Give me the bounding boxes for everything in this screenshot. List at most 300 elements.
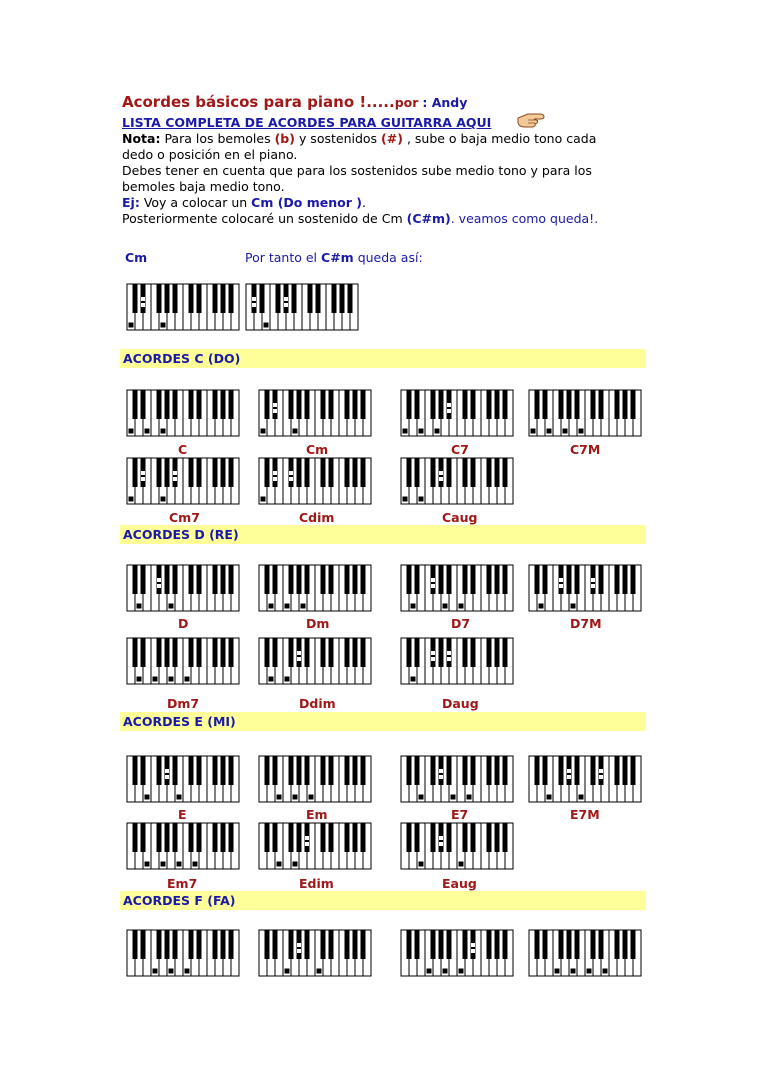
chord-label-c: C	[178, 442, 188, 457]
paragraph-line-3: Debes tener en cuenta que para los sostenidos sube medio tono y para los	[122, 163, 592, 178]
black-key	[321, 565, 326, 594]
chord-note-marker	[567, 775, 571, 779]
black-key	[329, 930, 334, 959]
black-key	[221, 458, 226, 487]
keyboard-e7m	[527, 754, 645, 804]
black-key	[329, 565, 334, 594]
black-key	[173, 823, 178, 852]
black-key	[273, 565, 278, 594]
keyboard-em	[257, 754, 375, 804]
by-label: por	[394, 95, 419, 110]
black-key	[615, 930, 620, 959]
black-key	[189, 458, 194, 487]
chord-note-marker	[161, 323, 166, 328]
chord-note-marker	[571, 969, 576, 974]
chord-note-marker	[157, 578, 161, 582]
black-key	[165, 823, 170, 852]
black-key	[407, 823, 412, 852]
black-key	[495, 823, 500, 852]
black-key	[623, 390, 628, 419]
black-key	[407, 638, 412, 667]
black-key	[321, 390, 326, 419]
post-chord: (C#m)	[406, 211, 451, 226]
black-key	[431, 756, 436, 785]
chord-note-marker	[173, 477, 177, 481]
black-key	[165, 565, 170, 594]
black-key	[321, 823, 326, 852]
ej-chord: Cm (Do menor )	[251, 195, 362, 210]
chord-label-d7: D7	[451, 616, 471, 631]
black-key	[487, 390, 492, 419]
chord-note-marker	[297, 949, 301, 953]
chord-note-marker	[419, 862, 424, 867]
black-key	[415, 638, 420, 667]
chord-note-marker	[157, 584, 161, 588]
chord-note-marker	[284, 303, 288, 307]
chord-note-marker	[431, 578, 435, 582]
black-key	[265, 458, 270, 487]
keyboard-ddim	[257, 636, 375, 686]
black-key	[353, 756, 358, 785]
black-key	[431, 390, 436, 419]
chord-note-marker	[579, 429, 584, 434]
black-key	[157, 284, 162, 313]
black-key	[289, 930, 294, 959]
black-key	[197, 458, 202, 487]
keyboard-e7	[399, 754, 517, 804]
black-key	[340, 284, 345, 313]
black-key	[535, 390, 540, 419]
black-key	[415, 823, 420, 852]
black-key	[353, 458, 358, 487]
black-key	[407, 930, 412, 959]
black-key	[631, 930, 636, 959]
black-key	[503, 458, 508, 487]
black-key	[292, 284, 297, 313]
chord-note-marker	[305, 842, 309, 846]
black-key	[197, 565, 202, 594]
black-key	[297, 756, 302, 785]
black-key	[463, 390, 468, 419]
chord-note-marker	[177, 862, 182, 867]
black-key	[415, 390, 420, 419]
ej-end: .	[361, 195, 366, 210]
black-key	[559, 930, 564, 959]
chord-note-marker	[439, 471, 443, 475]
black-key	[543, 565, 548, 594]
black-key	[615, 565, 620, 594]
black-key	[173, 756, 178, 785]
chord-note-marker	[431, 584, 435, 588]
black-key	[415, 458, 420, 487]
chord-label-e7m: E7M	[570, 807, 600, 822]
black-key	[221, 756, 226, 785]
chord-label-em: Em	[306, 807, 328, 822]
black-key	[297, 565, 302, 594]
ej-text: Voy a colocar un	[143, 195, 248, 210]
chord-note-marker	[141, 297, 145, 301]
chord-note-marker	[193, 862, 198, 867]
guitar-chords-link[interactable]: LISTA COMPLETA DE ACORDES PARA GUITARRA AQUI	[122, 115, 492, 130]
chord-note-marker	[419, 497, 424, 502]
section-f-title: ACORDES F (FA)	[123, 893, 236, 908]
black-key	[353, 390, 358, 419]
black-key	[305, 565, 310, 594]
black-key	[265, 930, 270, 959]
black-key	[487, 756, 492, 785]
black-key	[495, 756, 500, 785]
section-c-title: ACORDES C (DO)	[123, 351, 241, 366]
keyboard-c	[125, 388, 243, 438]
black-key	[133, 756, 138, 785]
nota-text-1: Para los bemoles	[164, 131, 271, 146]
black-key	[276, 284, 281, 313]
chord-note-marker	[141, 477, 145, 481]
black-key	[189, 284, 194, 313]
keyboard-eaug	[399, 821, 517, 871]
black-key	[353, 823, 358, 852]
black-key	[439, 638, 444, 667]
chord-note-marker	[439, 477, 443, 481]
chord-note-marker	[471, 943, 475, 947]
chord-note-marker	[185, 677, 190, 682]
guitar-link-line	[122, 115, 491, 130]
black-key	[439, 930, 444, 959]
black-key	[141, 823, 146, 852]
black-key	[229, 284, 234, 313]
black-key	[439, 390, 444, 419]
pointing-hand-icon	[516, 110, 546, 130]
example-csharp-line	[245, 250, 423, 265]
black-key	[503, 638, 508, 667]
black-key	[165, 458, 170, 487]
chord-note-marker	[165, 769, 169, 773]
black-key	[141, 756, 146, 785]
black-key	[345, 823, 350, 852]
chord-note-marker	[285, 604, 290, 609]
keyboard-daug	[399, 636, 517, 686]
chord-note-marker	[571, 604, 576, 609]
black-key	[316, 284, 321, 313]
chord-note-marker	[293, 429, 298, 434]
chord-note-marker	[547, 795, 552, 800]
black-key	[353, 930, 358, 959]
black-key	[189, 756, 194, 785]
black-key	[463, 638, 468, 667]
black-key	[348, 284, 353, 313]
black-key	[165, 638, 170, 667]
black-key	[141, 565, 146, 594]
black-key	[321, 458, 326, 487]
black-key	[431, 823, 436, 852]
section-d-header	[120, 525, 646, 544]
chord-note-marker	[427, 969, 432, 974]
black-key	[471, 756, 476, 785]
chord-note-marker	[284, 297, 288, 301]
black-key	[305, 638, 310, 667]
nota-text-2: y sostenidos	[298, 131, 378, 146]
black-key	[567, 930, 572, 959]
black-key	[289, 823, 294, 852]
chord-label-caug: Caug	[442, 510, 478, 525]
black-key	[308, 284, 313, 313]
keyboard-em7	[125, 821, 243, 871]
chord-note-marker	[439, 842, 443, 846]
black-key	[543, 930, 548, 959]
black-key	[305, 756, 310, 785]
black-key	[305, 930, 310, 959]
nota-text-3: , sube o baja medio tono cada	[406, 131, 597, 146]
black-key	[361, 638, 366, 667]
black-key	[623, 930, 628, 959]
black-key	[265, 638, 270, 667]
black-key	[329, 458, 334, 487]
chord-note-marker	[141, 303, 145, 307]
chord-note-marker	[269, 677, 274, 682]
keyboard-d7	[399, 563, 517, 613]
keyboard-c7	[399, 388, 517, 438]
black-key	[197, 638, 202, 667]
black-key	[407, 565, 412, 594]
black-key	[197, 756, 202, 785]
keyboard-dm	[257, 563, 375, 613]
black-key	[289, 390, 294, 419]
chord-note-marker	[289, 471, 293, 475]
black-key	[305, 390, 310, 419]
black-key	[591, 756, 596, 785]
black-key	[197, 284, 202, 313]
black-key	[157, 930, 162, 959]
black-key	[471, 638, 476, 667]
black-key	[503, 565, 508, 594]
black-key	[407, 458, 412, 487]
black-key	[599, 565, 604, 594]
black-key	[591, 390, 596, 419]
chord-note-marker	[137, 604, 142, 609]
chord-note-marker	[439, 769, 443, 773]
black-key	[567, 390, 572, 419]
keyboard-e	[125, 754, 243, 804]
chord-note-marker	[471, 949, 475, 953]
black-key	[329, 638, 334, 667]
chord-note-marker	[443, 969, 448, 974]
section-f-header	[120, 891, 646, 910]
chord-note-marker	[411, 677, 416, 682]
black-key	[575, 390, 580, 419]
black-key	[345, 930, 350, 959]
black-key	[447, 565, 452, 594]
black-key	[495, 390, 500, 419]
black-key	[213, 458, 218, 487]
chord-note-marker	[587, 969, 592, 974]
black-key	[361, 390, 366, 419]
chord-note-marker	[177, 795, 182, 800]
black-key	[487, 930, 492, 959]
black-key	[265, 565, 270, 594]
black-key	[213, 565, 218, 594]
black-key	[265, 823, 270, 852]
black-key	[273, 638, 278, 667]
chord-note-marker	[317, 969, 322, 974]
chord-note-marker	[555, 969, 560, 974]
section-c-header	[120, 349, 646, 368]
black-key	[329, 756, 334, 785]
black-key	[439, 565, 444, 594]
chord-label-c7: C7	[451, 442, 469, 457]
black-key	[353, 565, 358, 594]
chord-note-marker	[451, 795, 456, 800]
chord-label-cdim: Cdim	[299, 510, 335, 525]
black-key	[631, 565, 636, 594]
black-key	[221, 284, 226, 313]
chord-note-marker	[467, 795, 472, 800]
black-key	[447, 823, 452, 852]
chord-note-marker	[547, 429, 552, 434]
chord-note-marker	[591, 578, 595, 582]
black-key	[221, 930, 226, 959]
ej-label: Ej:	[122, 195, 140, 210]
black-key	[133, 638, 138, 667]
black-key	[289, 638, 294, 667]
post-line	[122, 211, 598, 226]
black-key	[535, 565, 540, 594]
chord-note-marker	[285, 677, 290, 682]
black-key	[321, 638, 326, 667]
paragraph-line-4: bemoles baja medio tono.	[122, 179, 285, 194]
black-key	[361, 930, 366, 959]
page-title: Acordes básicos para piano !.....	[122, 93, 395, 111]
black-key	[213, 823, 218, 852]
black-key	[407, 756, 412, 785]
black-key	[133, 458, 138, 487]
black-key	[495, 458, 500, 487]
chord-note-marker	[459, 862, 464, 867]
chord-note-marker	[579, 795, 584, 800]
chord-note-marker	[273, 409, 277, 413]
ej-line	[122, 195, 366, 210]
black-key	[133, 823, 138, 852]
black-key	[503, 756, 508, 785]
black-key	[173, 390, 178, 419]
chord-note-marker	[173, 471, 177, 475]
black-key	[332, 284, 337, 313]
chord-note-marker	[297, 651, 301, 655]
black-key	[495, 930, 500, 959]
chord-note-marker	[531, 429, 536, 434]
chord-note-marker	[439, 775, 443, 779]
chord-label-edim: Edim	[299, 876, 334, 891]
black-key	[229, 638, 234, 667]
black-key	[297, 390, 302, 419]
black-key	[189, 390, 194, 419]
black-key	[543, 390, 548, 419]
black-key	[197, 390, 202, 419]
flat-symbol: (b)	[274, 131, 295, 146]
chord-note-marker	[277, 795, 282, 800]
black-key	[471, 390, 476, 419]
chord-note-marker	[129, 429, 134, 434]
black-key	[575, 930, 580, 959]
keyboard-example-csharp-m	[244, 282, 362, 332]
chord-note-marker	[459, 604, 464, 609]
black-key	[495, 565, 500, 594]
por-tanto-text: Por tanto el	[245, 250, 318, 265]
chord-note-marker	[439, 836, 443, 840]
black-key	[157, 823, 162, 852]
chord-note-marker	[264, 323, 269, 328]
keyboard-cdim	[257, 456, 375, 506]
author: : Andy	[422, 95, 468, 110]
black-key	[345, 565, 350, 594]
chord-label-e7: E7	[451, 807, 469, 822]
chord-label-em7: Em7	[167, 876, 198, 891]
section-e-header	[120, 712, 646, 731]
black-key	[415, 930, 420, 959]
black-key	[321, 930, 326, 959]
black-key	[229, 458, 234, 487]
black-key	[463, 565, 468, 594]
chord-label-cm7: Cm7	[169, 510, 200, 525]
black-key	[463, 930, 468, 959]
black-key	[173, 638, 178, 667]
keyboard-edim	[257, 821, 375, 871]
black-key	[165, 284, 170, 313]
chord-note-marker	[169, 677, 174, 682]
example-cm-label: Cm	[125, 250, 148, 265]
sharp-symbol: (#)	[381, 131, 403, 146]
black-key	[407, 390, 412, 419]
black-key	[289, 565, 294, 594]
csharp-minor-chord: C#m	[321, 250, 354, 265]
chord-label-eaug: Eaug	[442, 876, 477, 891]
black-key	[273, 823, 278, 852]
chord-note-marker	[185, 969, 190, 974]
black-key	[345, 638, 350, 667]
chord-note-marker	[559, 578, 563, 582]
black-key	[213, 284, 218, 313]
black-key	[189, 638, 194, 667]
chord-note-marker	[261, 497, 266, 502]
black-key	[471, 823, 476, 852]
black-key	[345, 756, 350, 785]
chord-note-marker	[161, 862, 166, 867]
black-key	[189, 930, 194, 959]
black-key	[221, 638, 226, 667]
black-key	[599, 930, 604, 959]
black-key	[133, 930, 138, 959]
chord-note-marker	[252, 303, 256, 307]
black-key	[297, 823, 302, 852]
nota-label: Nota:	[122, 131, 161, 146]
black-key	[345, 458, 350, 487]
black-key	[463, 458, 468, 487]
chord-note-marker	[273, 477, 277, 481]
chord-label-c7m: C7M	[570, 442, 601, 457]
chord-note-marker	[447, 651, 451, 655]
black-key	[353, 638, 358, 667]
black-key	[495, 638, 500, 667]
chord-note-marker	[273, 403, 277, 407]
black-key	[487, 638, 492, 667]
black-key	[631, 756, 636, 785]
title-line	[122, 95, 467, 110]
black-key	[503, 823, 508, 852]
chord-note-marker	[161, 429, 166, 434]
black-key	[447, 756, 452, 785]
black-key	[189, 823, 194, 852]
chord-note-marker	[145, 862, 150, 867]
chord-note-marker	[153, 677, 158, 682]
